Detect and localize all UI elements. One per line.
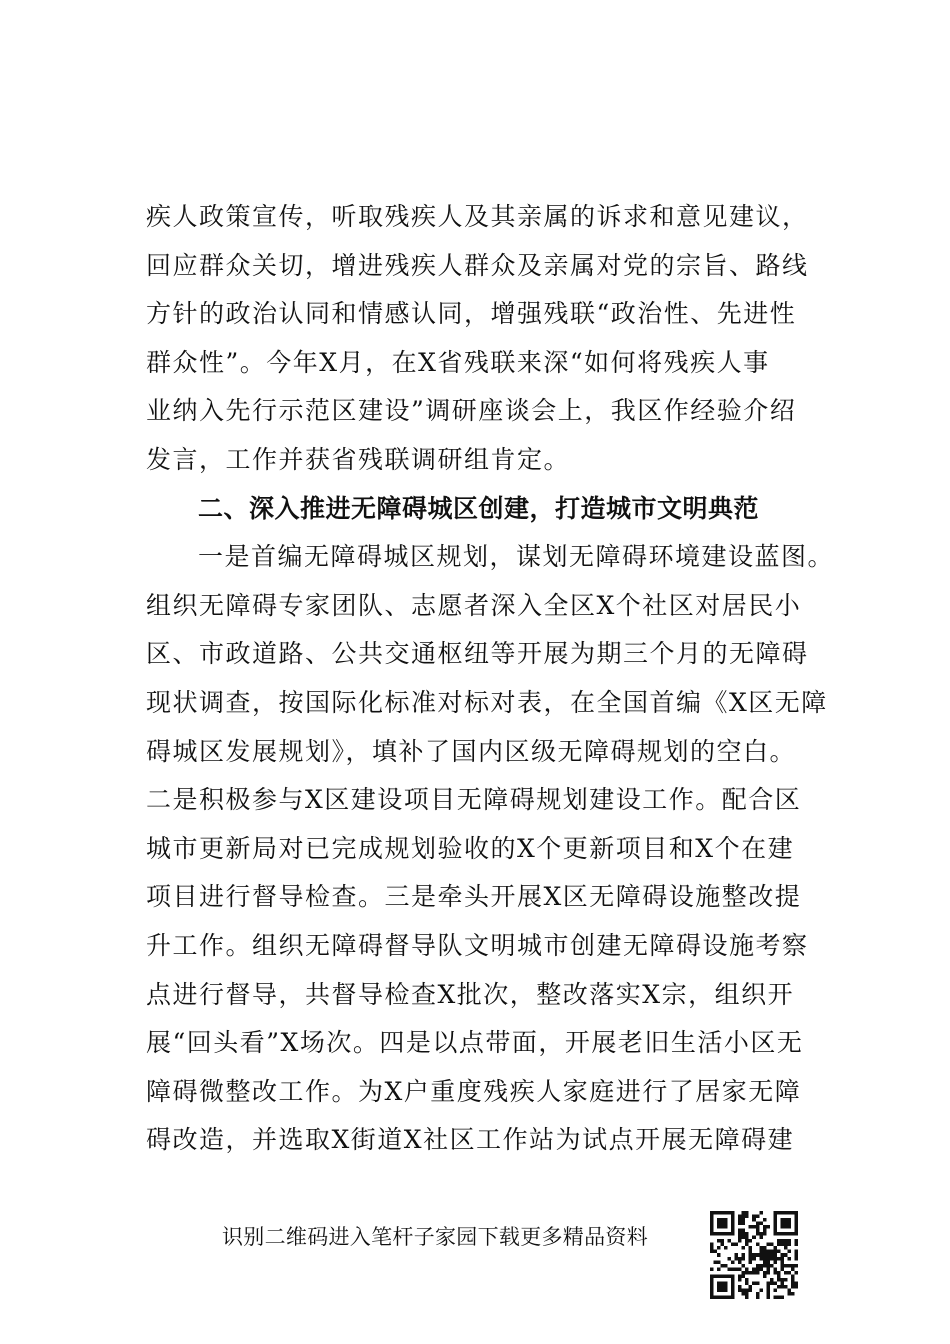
paragraph-line: 疾人政策宣传，听取残疾人及其亲属的诉求和意见建议， [146, 202, 809, 231]
paragraph-line: 一是首编无障碍城区规划，谋划无障碍环境建设蓝图。 [198, 542, 835, 572]
paragraph-line: 方针的政治认同和情感认同，增强残联“政治性、先进性 [146, 299, 797, 329]
qr-code-icon[interactable] [710, 1211, 798, 1299]
document-body [146, 193, 835, 1165]
footer [0, 1205, 950, 1315]
paragraph-line: 碍改造，并选取X街道X社区工作站为试点开展无障碍建 [146, 1125, 795, 1155]
paragraph-line: 发言，工作并获省残联调研组肯定。 [146, 444, 571, 474]
paragraph-line: 项目进行督导检查。三是牵头开展X区无障碍设施整改提 [146, 882, 802, 912]
paragraph-line: 业纳入先行示范区建设”调研座谈会上，我区作经验介绍 [146, 396, 797, 426]
footer-promo-text: 识别二维码进入笔杆子家园下载更多精品资料 [222, 1225, 648, 1249]
paragraph-line: 碍城区发展规划》，填补了国内区级无障碍规划的空白。 [146, 736, 797, 766]
section-heading: 二、深入推进无障碍城区创建，打造城市文明典范 [198, 493, 760, 523]
paragraph-line: 区、市政道路、公共交通枢纽等开展为期三个月的无障碍 [146, 639, 809, 669]
paragraph-line: 城市更新局对已完成规划验收的X个更新项目和X个在建 [146, 833, 795, 863]
paragraph-line: 点进行督导，共督导检查X批次，整改落实X宗，组织开 [146, 979, 795, 1009]
paragraph-line: 回应群众关切，增进残疾人群众及亲属对党的宗旨、路线 [146, 250, 809, 280]
paragraph-line: 展“回头看”X场次。四是以点带面，开展老旧生活小区无 [146, 1028, 804, 1058]
paragraph-line: 现状调查，按国际化标准对标对表，在全国首编《X区无障 [146, 687, 828, 717]
paragraph-line: 群众性”。今年X月，在X省残联来深“如何将残疾人事 [146, 347, 770, 377]
paragraph-line: 障碍微整改工作。为X户重度残疾人家庭进行了居家无障 [146, 1076, 802, 1106]
paragraph-line: 组织无障碍专家团队、志愿者深入全区X个社区对居民小 [146, 590, 802, 620]
paragraph-line: 升工作。组织无障碍督导队文明城市创建无障碍设施考察 [146, 930, 809, 960]
paragraph-line: 二是积极参与X区建设项目无障碍规划建设工作。配合区 [146, 785, 802, 815]
